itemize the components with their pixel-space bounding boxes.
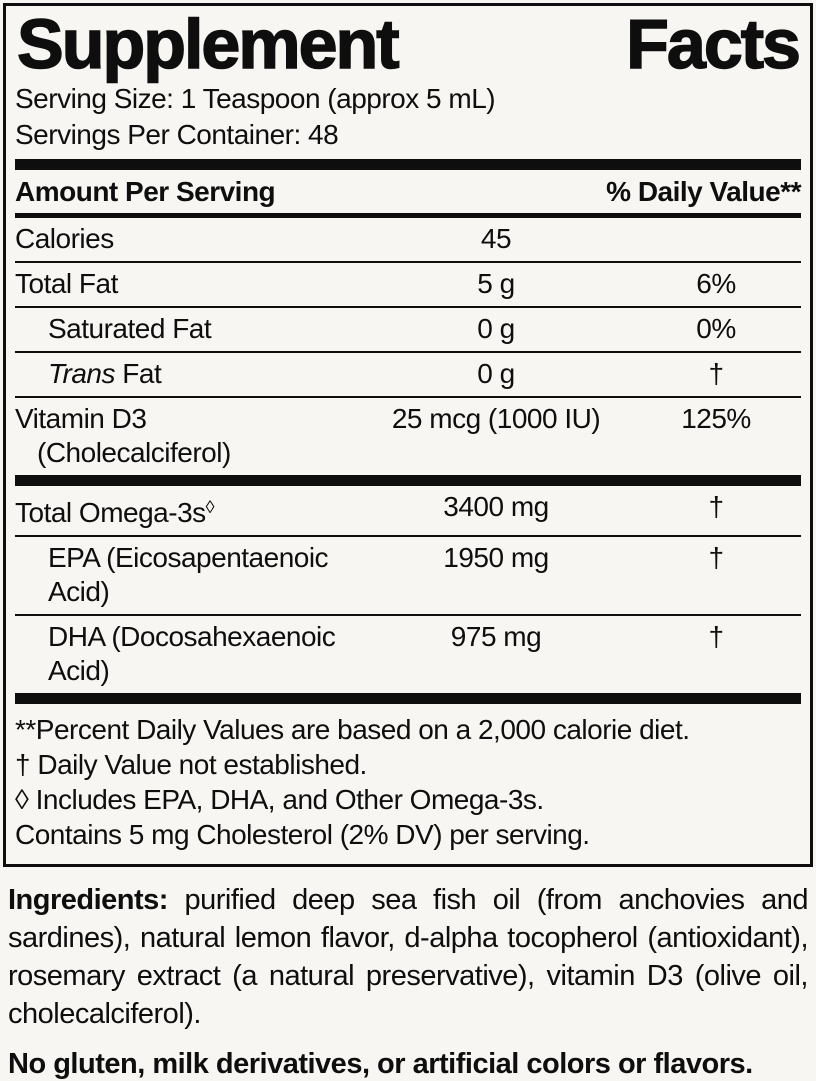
- nutrient-name: DHA (Docosahexaenoic Acid): [48, 620, 336, 686]
- table-row-vitamin-d3: [15, 396, 801, 475]
- lozenge-superscript: ◊: [205, 496, 215, 517]
- footnote-cholesterol: Contains 5 mg Cholesterol (2% DV) per serving.: [15, 818, 590, 850]
- nutrient-name: Saturated Fat: [48, 312, 212, 344]
- table-row-trans-fat: [15, 351, 801, 396]
- nutrient-dv: †: [708, 357, 724, 389]
- ingredients-text: purified deep sea fish oil (from anchovies and sardines), natural lemon flavor, d-alpha tocopherol (antioxidant), rosemary extract (a natural preservative), vitamin D3 (olive oil, cholecalciferol).: [8, 883, 808, 1030]
- table-row-saturated-fat: [15, 306, 801, 351]
- nutrient-amount: 1950 mg: [443, 541, 549, 573]
- supplement-label-page: [0, 3, 816, 1080]
- table-row-calories: [15, 218, 801, 261]
- nutrient-amount: 45: [480, 222, 512, 254]
- table-row-dha: [15, 614, 801, 693]
- footnote-dagger: † Daily Value not established.: [15, 748, 367, 780]
- nutrient-name-italic-part: Trans: [48, 357, 115, 389]
- nutrient-amount: 25 mcg (1000 IU): [391, 402, 601, 434]
- nutrient-dv: †: [708, 490, 724, 522]
- nutrient-name-text: Total Omega-3s: [15, 496, 206, 528]
- table-row-total-omega3: [15, 486, 801, 535]
- nutrient-name-line2: (Cholecalciferol): [37, 436, 231, 468]
- footnote-percent-dv: **Percent Daily Values are based on a 2,000 calorie diet.: [15, 713, 690, 745]
- nutrient-dv: 6%: [696, 267, 736, 299]
- table-row-epa: [15, 535, 801, 614]
- nutrient-name: [15, 490, 361, 530]
- divider-thick-top: [15, 159, 801, 170]
- nutrient-dv: †: [708, 620, 724, 652]
- divider-thick-middle: [15, 475, 801, 486]
- nutrient-amount: 5 g: [477, 267, 515, 299]
- nutrient-amount: 0 g: [477, 357, 515, 389]
- nutrient-name-regular-part: Fat: [115, 357, 162, 389]
- serving-size-line: Serving Size: 1 Teaspoon (approx 5 mL): [15, 82, 496, 114]
- nutrient-amount: 975 mg: [450, 620, 542, 652]
- ingredients-label: Ingredients:: [8, 883, 168, 916]
- supplement-facts-panel: [3, 3, 813, 867]
- nutrient-amount: 0 g: [477, 312, 515, 344]
- column-header-row: [15, 170, 801, 213]
- nutrient-name-line1: Vitamin D3: [15, 402, 147, 434]
- amount-per-serving-header: Amount Per Serving: [15, 175, 276, 207]
- footnote-lozenge: ◊ Includes EPA, DHA, and Other Omega-3s.: [15, 783, 544, 815]
- nutrient-name: Calories: [15, 222, 114, 254]
- title-word-facts: Facts: [626, 5, 799, 83]
- allergen-statement: No gluten, milk derivatives, or artificial colors or flavors.: [8, 1047, 753, 1080]
- title-word-supplement: Supplement: [17, 5, 398, 83]
- divider-thick-bottom: [15, 693, 801, 704]
- nutrient-dv: †: [708, 541, 724, 573]
- servings-per-container-line: Servings Per Container: 48: [15, 118, 339, 150]
- panel-title: [15, 5, 801, 83]
- nutrient-name: [15, 402, 361, 470]
- ingredients-paragraph: [8, 881, 808, 1033]
- table-row-total-fat: [15, 261, 801, 306]
- nutrient-name: Total Fat: [15, 267, 118, 299]
- daily-value-header: % Daily Value**: [606, 175, 801, 207]
- nutrient-dv: 125%: [681, 402, 751, 434]
- nutrient-amount: 3400 mg: [443, 490, 549, 522]
- nutrient-name: EPA (Eicosapentaenoic Acid): [48, 541, 329, 607]
- nutrient-name: [15, 357, 361, 391]
- nutrient-dv: 0%: [696, 312, 736, 344]
- footnotes-block: [15, 704, 801, 854]
